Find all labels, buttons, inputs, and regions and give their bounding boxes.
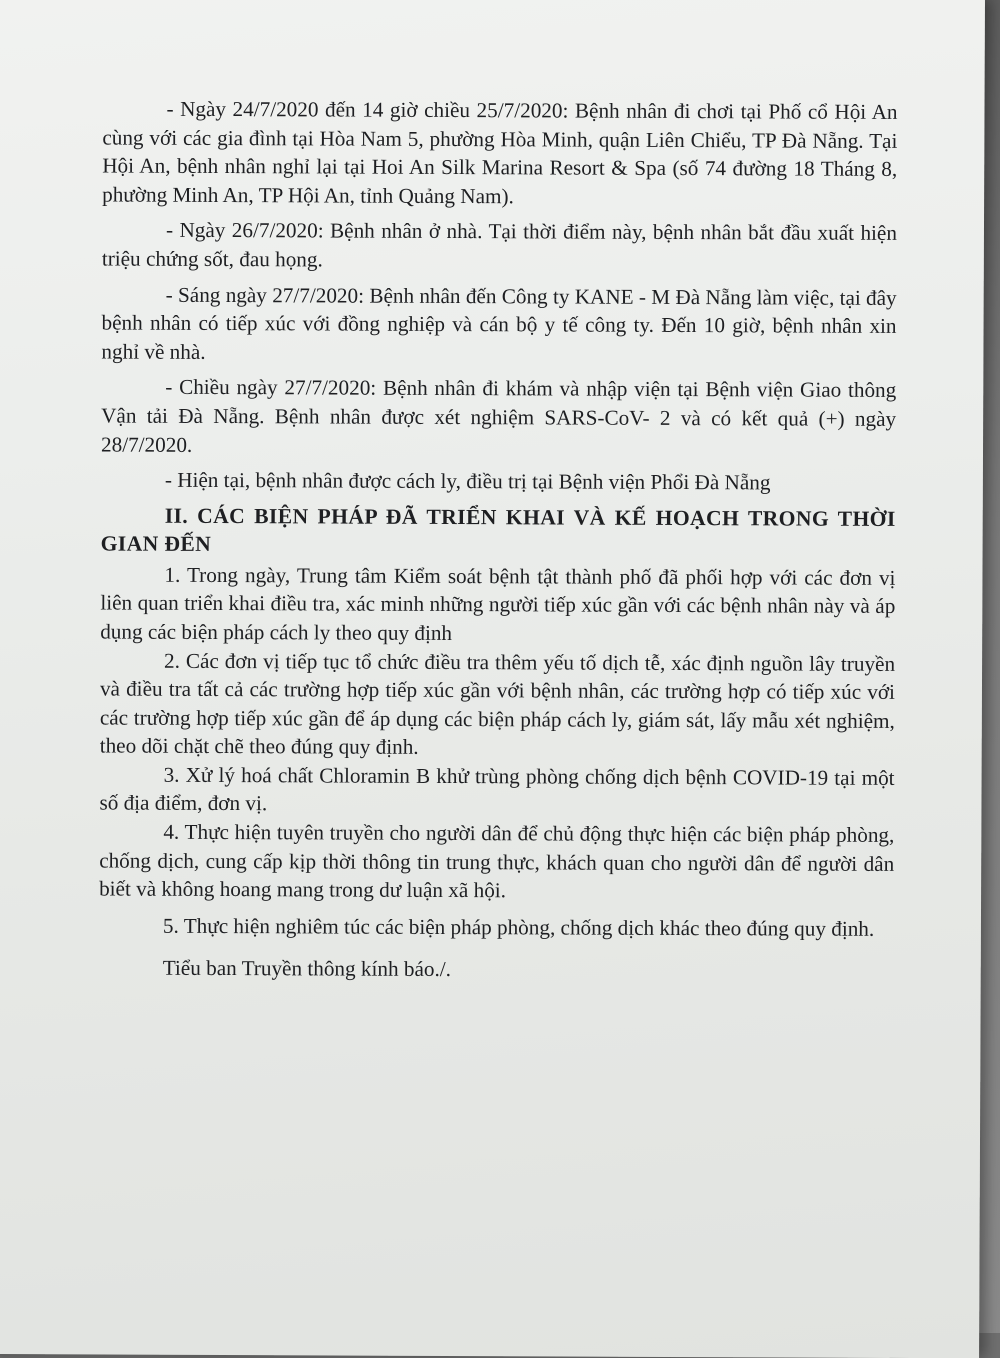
timeline-entry-jul-26: - Ngày 26/7/2020: Bệnh nhân ở nhà. Tại thời điểm này, bệnh nhân bắt đầu xuất hiện triệu chứng sốt, đau họng. <box>101 218 898 272</box>
measure-2: 2. Các đơn vị tiếp tục tổ chức điều tra thêm yếu tố dịch tễ, xác định nguồn lây truyền và điều tra tất cả các trường hợp tiếp xúc gần với bệnh nhân, các trường hợp có tiếp xúc với các trường hợp tiếp xúc gần để áp dụng các biện pháp cách ly, giám sát, lấy mẫu xét nghiệm, theo dõi chặt chẽ theo đúng quy định. <box>99 648 896 760</box>
timeline-entry-jul-27-morning: - Sáng ngày 27/7/2020: Bệnh nhân đến Công ty KANE - M Đà Nẵng làm việc, tại đây bệnh nhân có tiếp xúc với đồng nghiệp và cán bộ y tế công ty. Đến 10 giờ, bệnh nhân xin nghỉ về nhà. <box>101 282 897 364</box>
section-heading: II. CÁC BIỆN PHÁP ĐÃ TRIỂN KHAI VÀ KẾ HOẠCH TRONG THỜI GIAN ĐẾN <box>100 503 896 556</box>
timeline-entry-jul-24: - Ngày 24/7/2020 đến 14 giờ chiều 25/7/2020: Bệnh nhân đi chơi tại Phố cổ Hội An cùng với các gia đình tại Hòa Nam 5, phường Hòa Minh, quận Liên Chiểu, TP Đà Nẵng. Tại Hội An, bệnh nhân nghỉ lại tại Hoi An Silk Marina Resort & Spa (số 74 đường 18 Tháng 8, phường Minh An, TP Hội An, tỉnh Quảng Nam). <box>102 96 898 209</box>
measure-5: 5. Thực hiện nghiêm túc các biện pháp phòng, chống dịch khác theo đúng quy định. <box>162 913 875 941</box>
measure-3: 3. Xử lý hoá chất Chloramin B khử trùng phòng chống dịch bệnh COVID-19 tại một số địa điểm, đơn vị. <box>99 762 895 816</box>
timeline-entry-current: - Hiện tại, bệnh nhân được cách ly, điều trị tại Bệnh viện Phổi Đà Nẵng <box>164 467 771 495</box>
measure-1: 1. Trong ngày, Trung tâm Kiểm soát bệnh tật thành phố đã phối hợp với các đơn vị liên quan triển khai điều tra, xác minh những người tiếp xúc gần với các bệnh nhân này và áp dụng các biện pháp cách ly theo quy định <box>100 562 896 645</box>
measure-4: 4. Thực hiện tuyên truyền cho người dân để chủ động thực hiện các biện pháp phòng, chống dịch, cung cấp kịp thời thông tin trung thực, khách quan cho người dân để người dân biết và không hoang mang trong dư luận xã hội. <box>99 819 895 903</box>
closing-line: Tiểu ban Truyền thông kính báo./. <box>162 956 452 982</box>
document-body <box>99 94 898 985</box>
timeline-entry-jul-27-afternoon: - Chiều ngày 27/7/2020: Bệnh nhân đi khám và nhập viện tại Bệnh viện Giao thông Vận tải Đà Nẵng. Bệnh nhân được xét nghiệm SARS-CoV- 2 và có kết quả (+) ngày 28/7/2020. <box>100 375 897 457</box>
